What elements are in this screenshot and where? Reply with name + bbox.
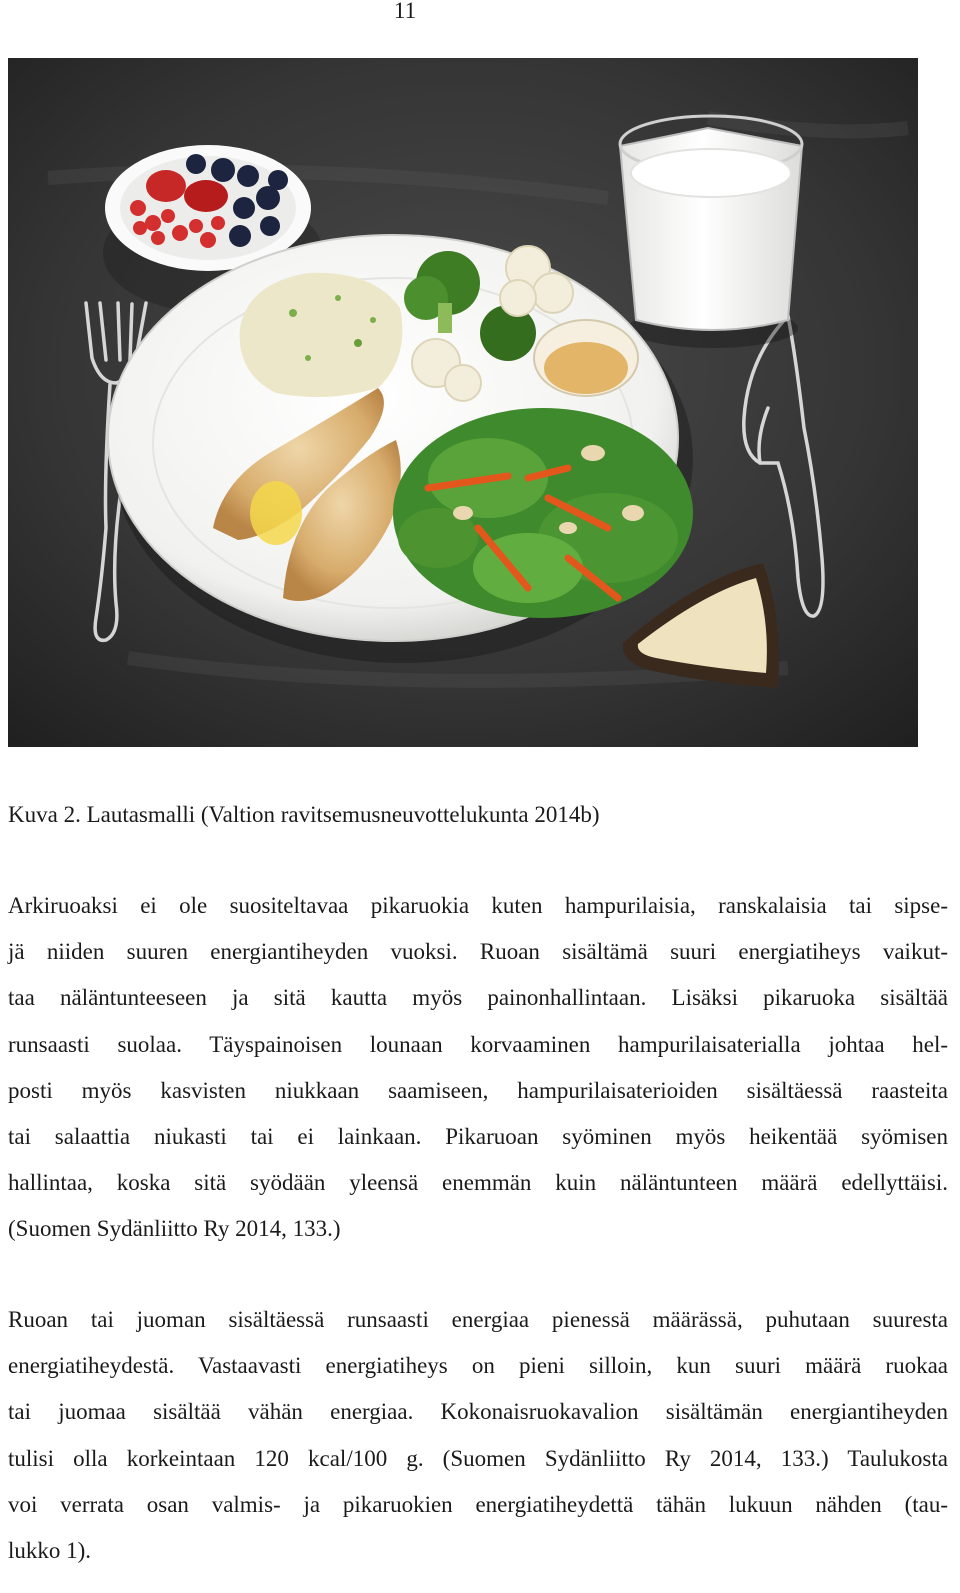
text-line: (Suomen Sydänliitto Ry 2014, 133.) <box>8 1216 341 1242</box>
paragraph-1 <box>8 883 948 1253</box>
text-line: posti myös kasvisten niukkaan saamiseen, hampurilaisaterioiden sisältäessä raasteita <box>8 1077 948 1103</box>
dressing-cup <box>534 320 638 396</box>
text-line: tai salaattia niukasti tai ei lainkaan. Pikaruoan syöminen myös heikentää syömisen <box>8 1123 948 1149</box>
text-line: energiatiheydestä. Vastaavasti energiatiheys on pieni silloin, kun suuri määrä ruokaa <box>8 1353 948 1379</box>
text-line: Ruoan tai juoman sisältäessä runsaasti energiaa pienessä määrässä, puhutaan suuresta <box>8 1307 948 1332</box>
figure-caption: Kuva 2. Lautasmalli (Valtion ravitsemusneuvottelukunta 2014b) <box>8 802 600 827</box>
text-line: runsaasti suolaa. Täyspainoisen lounaan korvaaminen hampurilaisaterialla johtaa hel- <box>8 1031 948 1057</box>
text-line: jä niiden suuren energiantiheyden vuoksi. Ruoan sisältämä suuri energiatiheys vaikut- <box>8 939 948 965</box>
text-line: Arkiruoaksi ei ole suositeltavaa pikaruokia kuten hampurilaisia, ranskalaisia tai sipse- <box>8 893 948 918</box>
mashed-potatoes <box>240 273 403 397</box>
text-line: hallintaa, koska sitä syödään yleensä enemmän kuin näläntunteen määrä edellyttäisi. <box>8 1170 948 1196</box>
green-salad <box>393 408 693 618</box>
page-number: 11 <box>393 0 417 23</box>
text-line: lukko 1). <box>8 1537 92 1563</box>
text-line: tulisi olla korkeintaan 120 kcal/100 g. (Suomen Sydänliitto Ry 2014, 133.) Taulukosta <box>8 1445 948 1471</box>
text-line: tai juomaa sisältää vähän energiaa. Kokonaisruokavalion sisältämän energiantiheyden <box>8 1399 948 1425</box>
text-line: voi verrata osan valmis- ja pikaruokien energiatiheydettä tähän lukuun nähden (tau- <box>8 1491 948 1517</box>
paragraph-2 <box>8 1297 948 1574</box>
plate-model-photo <box>8 58 918 747</box>
milk-glass <box>620 116 802 348</box>
text-line: taa näläntunteeseen ja sitä kautta myös painonhallintaan. Lisäksi pikaruoka sisältää <box>8 985 948 1011</box>
